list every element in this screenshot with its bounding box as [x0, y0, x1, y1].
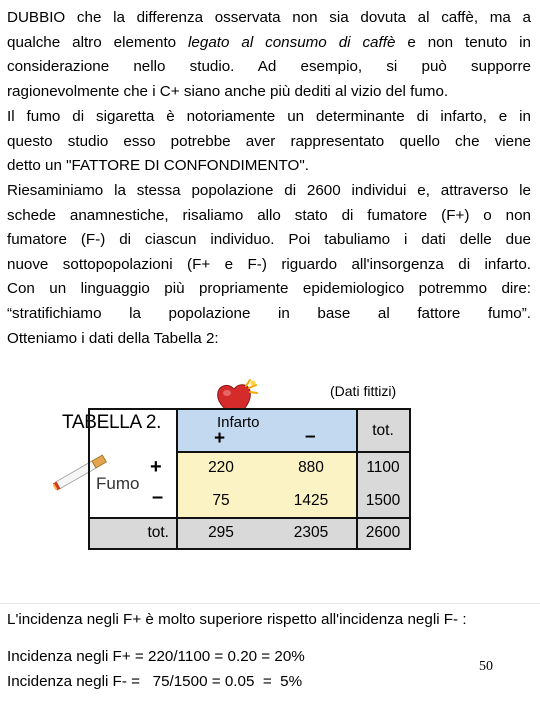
- table-title: TABELLA 2.: [62, 412, 162, 433]
- text-line: questo studio esso potrebbe aver rappresentato quello che viene: [7, 132, 531, 150]
- cell-grand-total: 2600: [357, 518, 409, 548]
- paragraph-fumo: [7, 105, 531, 179]
- divider: [0, 603, 540, 604]
- paragraph-dubbio: [7, 6, 531, 104]
- text-line: Riesaminiamo la stessa popolazione di 2600 individui e, attraverso le: [7, 182, 531, 199]
- text-line: considerazione nello studio. Ad esempio, si può supporre: [7, 58, 531, 76]
- cell-fminus-total: 1500: [357, 484, 409, 518]
- row-total-label: tot.: [90, 518, 177, 548]
- text-line: [7, 31, 531, 56]
- grid-line: [356, 410, 358, 548]
- figure-caption: (Dati fittizi): [330, 383, 397, 399]
- cell-fplus-total: 1100: [357, 452, 409, 484]
- text-line: DUBBIO che la differenza osservata non sia dovuta al caffè, ma a: [7, 9, 531, 26]
- text-line: Il fumo di sigaretta è notoriamente un determinante di infarto, e in: [7, 108, 531, 125]
- col-header-infarto: [177, 410, 357, 452]
- paragraph-riesaminiamo: [7, 179, 531, 351]
- contingency-table: [88, 408, 411, 550]
- incidence-fminus: Incidenza negli F- = 75/1500 = 0.05 = 5%: [7, 673, 303, 690]
- text-line: detto un "FATTORE DI CONFONDIMENTO".: [7, 157, 309, 175]
- incidence-fplus: Incidenza negli F+ = 220/1100 = 0.20 = 20%: [7, 648, 305, 665]
- conclusion-statement: L'incidenza negli F+ è molto superiore rispetto all'incidenza negli F- :: [7, 611, 467, 628]
- col-total-label: tot.: [357, 410, 409, 452]
- page-number: 50: [479, 659, 493, 674]
- text-line: nuove sottopopolazioni (F+ e F-) riguardo all'insorgenza di infarto.: [7, 255, 531, 273]
- italic-text: legato al consumo di caffè: [188, 33, 396, 51]
- text-line: fumatore (F-) di ciascun individuo. Poi tabuliamo i dati delle due: [7, 231, 531, 249]
- cell-fplus-iplus: 220: [177, 452, 265, 484]
- text-line: Otteniamo i dati della Tabella 2:: [7, 329, 219, 347]
- cell-fminus-iminus: 1425: [265, 484, 357, 518]
- text-line: ragionevolmente che i C+ siano anche più dediti al vizio del fumo.: [7, 82, 449, 100]
- text-line: “stratifichiamo la popolazione in base al fattore fumo”.: [7, 304, 531, 322]
- col-plus-label: +: [214, 428, 226, 449]
- cell-total-iplus: 295: [177, 518, 265, 548]
- cell-fminus-iplus: 75: [177, 484, 265, 518]
- text-line: schede anamnestiche, risaliamo allo stato di fumatore (F+) o non: [7, 206, 531, 224]
- row-factor-label: Fumo: [96, 474, 140, 493]
- col-factor-label: Infarto: [217, 414, 260, 431]
- col-minus-label: –: [305, 426, 316, 447]
- grid-line: [176, 451, 409, 453]
- cell-total-iminus: 2305: [265, 518, 357, 548]
- row-minus-label: –: [152, 486, 164, 508]
- cell-fplus-iminus: 880: [265, 452, 357, 484]
- text-span: e non tenuto in: [395, 33, 531, 51]
- row-plus-label: +: [150, 456, 162, 478]
- grid-line: [90, 517, 409, 519]
- text-line: Con un linguaggio più propriamente epidemiologico potremmo dire:: [7, 280, 531, 298]
- grid-line: [176, 410, 178, 548]
- text-span: qualche altro elemento: [7, 33, 189, 51]
